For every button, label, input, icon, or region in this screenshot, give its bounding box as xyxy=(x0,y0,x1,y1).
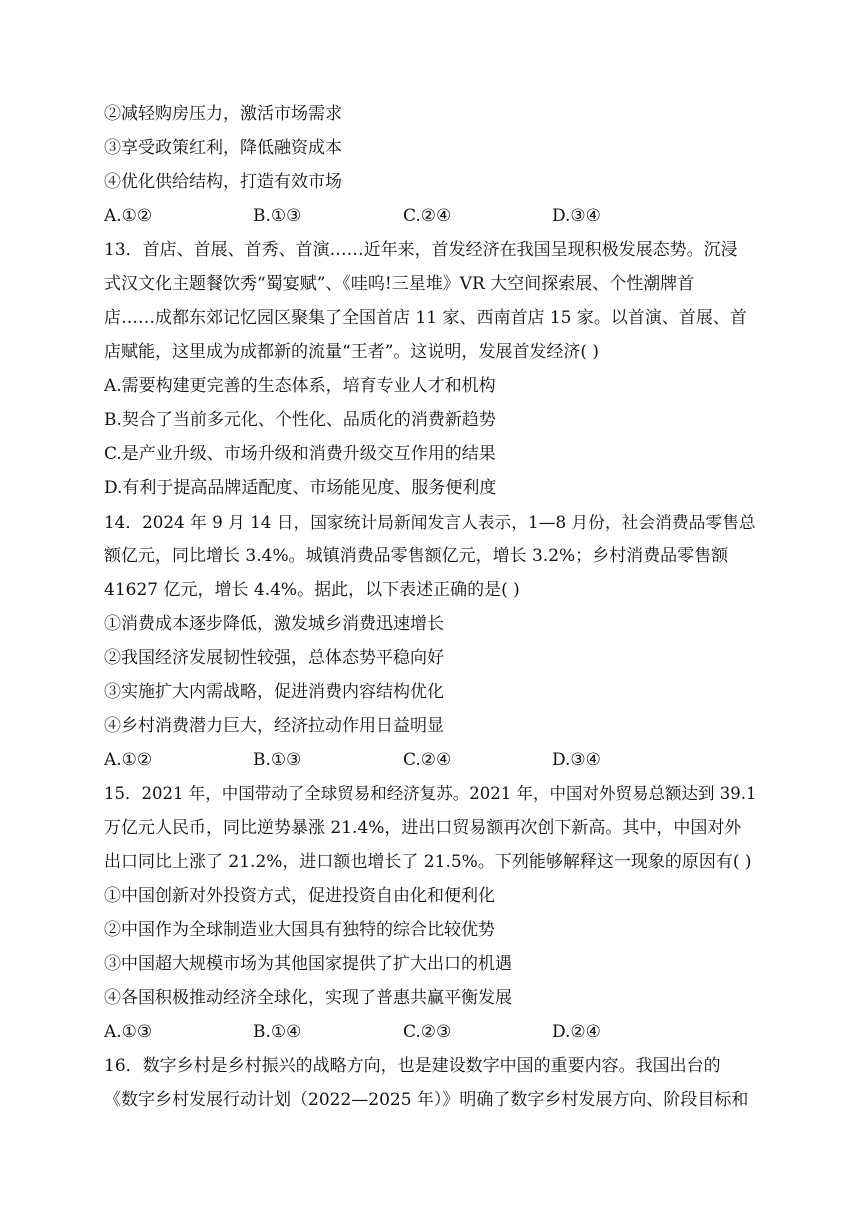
q12-choice-b: B.①③ xyxy=(253,206,302,226)
q15-stem-line-3: 出口同比上涨了 21.2%，进口额也增长了 21.5%。下列能够解释这一现象的原因有( ) xyxy=(104,852,752,872)
q16-stem-line-1: 16．数字乡村是乡村振兴的战略方向，也是建设数字中国的重要内容。我国出台的 xyxy=(104,1056,721,1076)
q12-choice-a: A.①② xyxy=(104,206,153,226)
q16-stem-line-2: 《数字乡村发展行动计划（2022—2025 年）》明确了数字乡村发展方向、阶段目标和 xyxy=(104,1090,749,1110)
q15-item-2: ②中国作为全球制造业大国具有独特的综合比较优势 xyxy=(104,920,495,940)
q14-item-4: ④乡村消费潜力巨大，经济拉动作用日益明显 xyxy=(104,716,444,736)
q15-stem-line-1: 15．2021 年，中国带动了全球贸易和经济复苏。2021 年，中国对外贸易总额达到 39.1 xyxy=(104,784,757,803)
q12-choice-c: C.②④ xyxy=(403,206,452,226)
q14-item-2: ②我国经济发展韧性较强，总体态势平稳向好 xyxy=(104,648,444,668)
q12-item-3: ③享受政策红利，降低融资成本 xyxy=(104,138,342,158)
q14-choice-b: B.①③ xyxy=(253,750,302,770)
q15-item-4: ④各国积极推动经济全球化，实现了普惠共赢平衡发展 xyxy=(104,988,512,1008)
q13-stem-line-2: 式汉文化主题餐饮秀“蜀宴赋”、《哇呜!三星堆》VR 大空间探索展、个性潮牌首 xyxy=(104,274,695,294)
q14-item-3: ③实施扩大内需战略，促进消费内容结构优化 xyxy=(104,682,444,702)
q14-choice-d: D.③④ xyxy=(552,750,601,770)
q14-stem-line-1: 14．2024 年 9 月 14 日，国家统计局新闻发言人表示，1—8 月份，社会消费品零售总 xyxy=(104,512,756,532)
q15-choice-a: A.①③ xyxy=(104,1022,153,1042)
q14-item-1: ①消费成本逐步降低，激发城乡消费迅速增长 xyxy=(104,614,444,634)
q12-choice-d: D.③④ xyxy=(552,206,601,226)
q13-stem-line-4: 店赋能，这里成为成都新的流量“王者”。这说明，发展首发经济( ) xyxy=(104,342,600,362)
q15-choice-c: C.②③ xyxy=(403,1022,452,1042)
q12-item-4: ④优化供给结构，打造有效市场 xyxy=(104,172,342,192)
q12-item-2: ②减轻购房压力，激活市场需求 xyxy=(104,104,342,124)
q13-stem-line-1: 13．首店、首展、首秀、首演……近年来，首发经济在我国呈现积极发展态势。沉浸 xyxy=(104,240,738,260)
q15-choice-d: D.②④ xyxy=(552,1022,601,1042)
q13-option-b: B.契合了当前多元化、个性化、品质化的消费新趋势 xyxy=(104,410,496,430)
q13-option-d: D.有利于提高品牌适配度、市场能见度、服务便利度 xyxy=(104,478,497,498)
q14-stem-line-3: 41627 亿元，增长 4.4%。据此，以下表述正确的是( ) xyxy=(104,580,520,600)
q15-stem-line-2: 万亿元人民币，同比逆势暴涨 21.4%，进出口贸易额再次创下新高。其中，中国对外 xyxy=(104,818,742,838)
q13-stem-line-3: 店……成都东郊记忆园区聚集了全国首店 11 家、西南首店 15 家。以首演、首展、首 xyxy=(104,308,747,328)
q15-item-3: ③中国超大规模市场为其他国家提供了扩大出口的机遇 xyxy=(104,954,512,974)
q13-option-a: A.需要构建更完善的生态体系，培育专业人才和机构 xyxy=(104,376,496,396)
q14-choice-c: C.②④ xyxy=(403,750,452,770)
q15-choice-b: B.①④ xyxy=(253,1022,302,1042)
q13-option-c: C.是产业升级、市场升级和消费升级交互作用的结果 xyxy=(104,444,496,464)
q14-stem-line-2: 额亿元，同比增长 3.4%。城镇消费品零售额亿元，增长 3.2%；乡村消费品零售额 xyxy=(104,546,729,566)
q14-choice-a: A.①② xyxy=(104,750,153,770)
q15-item-1: ①中国创新对外投资方式，促进投资自由化和便利化 xyxy=(104,886,495,906)
